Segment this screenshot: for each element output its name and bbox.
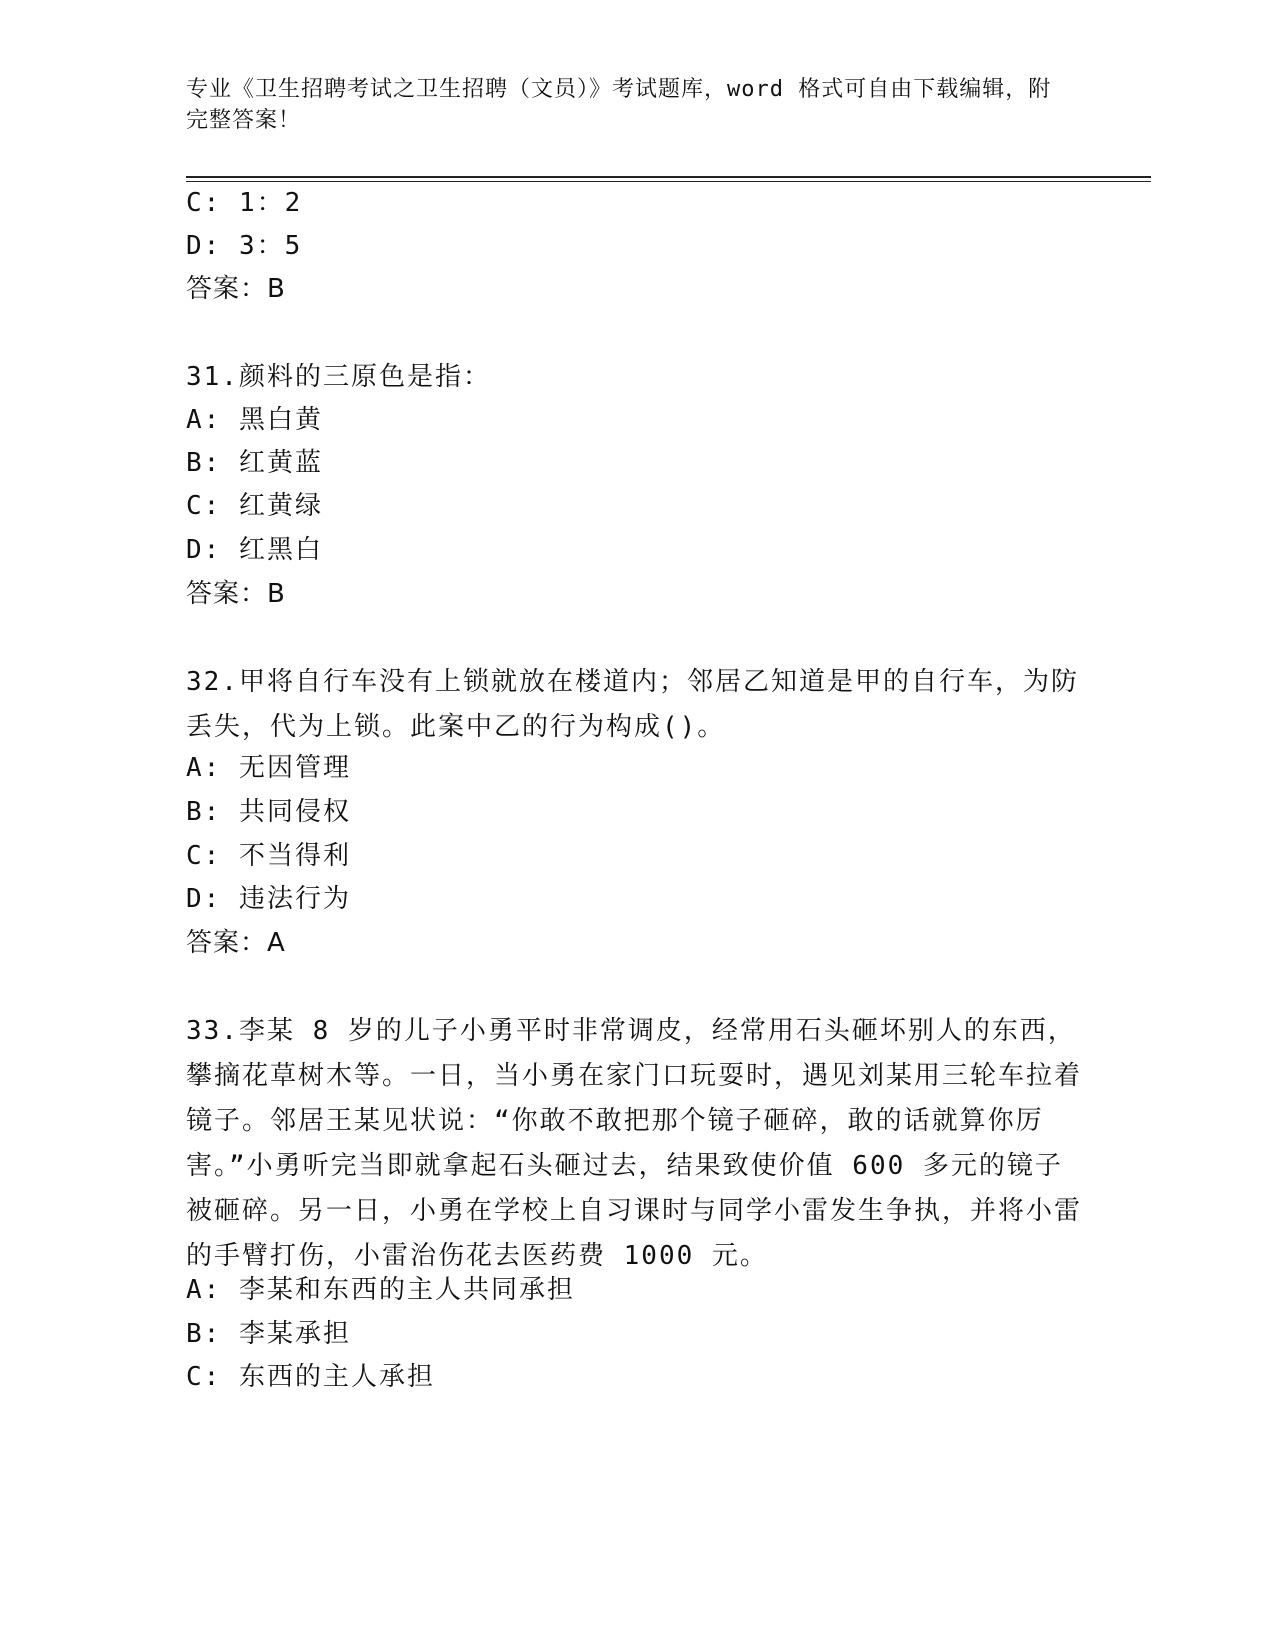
header-divider-thin bbox=[186, 181, 1151, 182]
prev-option-c: C: 1：2 bbox=[186, 188, 303, 218]
prev-option-d: D: 3：5 bbox=[186, 231, 303, 261]
q31-stem: 31.颜料的三原色是指： bbox=[186, 362, 491, 392]
q31-option-a: A: 黑白黄 bbox=[186, 405, 323, 435]
q32-answer: 答案：A bbox=[186, 928, 286, 958]
document-header: 专业《卫生招聘考试之卫生招聘（文员）》考试题库，word 格式可自由下载编辑，附完整答案！ bbox=[186, 77, 1052, 133]
q32-option-c: C: 不当得利 bbox=[186, 841, 351, 871]
prev-answer: 答案：B bbox=[186, 274, 286, 304]
q33-option-b: B: 李某承担 bbox=[186, 1319, 351, 1349]
header-divider bbox=[186, 176, 1151, 178]
q32-stem: 32.甲将自行车没有上锁就放在楼道内；邻居乙知道是甲的自行车，为防丢失，代为上锁。此案中乙的行为构成()。 bbox=[186, 667, 1079, 742]
q31-option-b: B: 红黄蓝 bbox=[186, 448, 323, 478]
q32-option-d: D: 违法行为 bbox=[186, 884, 351, 914]
q33-option-a: A: 李某和东西的主人共同承担 bbox=[186, 1275, 575, 1305]
q32-option-a: A: 无因管理 bbox=[186, 753, 351, 783]
q33-option-c: C: 东西的主人承担 bbox=[186, 1362, 435, 1392]
q33-stem: 33.李某 8 岁的儿子小勇平时非常调皮，经常用石头砸坏别人的东西，攀摘花草树木等。一日，当小勇在家门口玩耍时，遇见刘某用三轮车拉着镜子。邻居王某见状说：“你敢不敢把那个镜子砸碎，敢的话就算你厉害。”小勇听完当即就拿起石头砸过去，结果致使价值 600 多元的镜子被砸碎。另一日，小勇在学校上自习课时与同学小雷发生争执，并将小雷的手臂打伤，小雷治伤花去医药费 1000 元。 bbox=[186, 1016, 1083, 1271]
q32-option-b: B: 共同侵权 bbox=[186, 797, 351, 827]
q31-answer: 答案：B bbox=[186, 579, 286, 609]
q31-option-c: C: 红黄绿 bbox=[186, 491, 323, 521]
q31-option-d: D: 红黑白 bbox=[186, 535, 323, 565]
